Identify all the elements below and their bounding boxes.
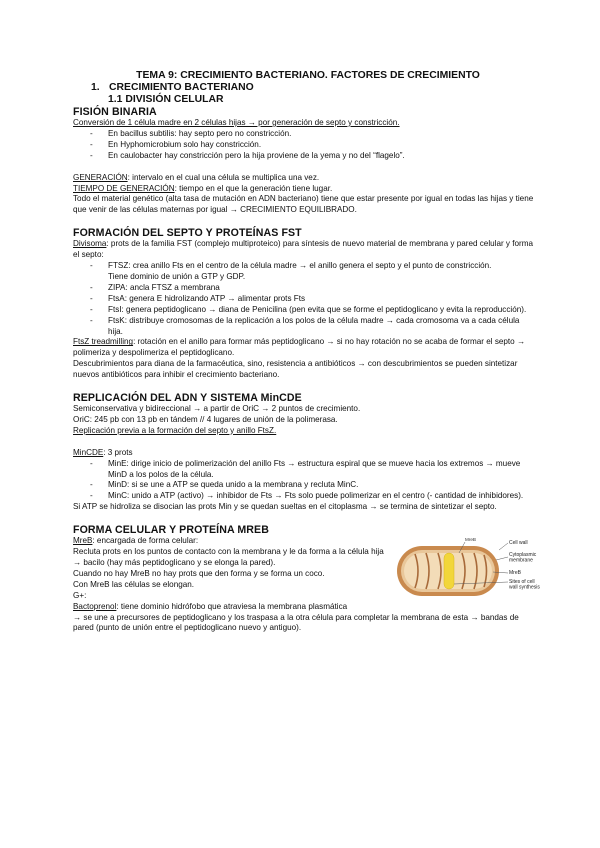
term: TIEMPO DE GENERACIÓN [73, 183, 175, 193]
mreb-line: Cuando no hay MreB no hay prots que den forma y se forma un coco. [73, 568, 325, 578]
figure-label-membrane [509, 552, 537, 564]
list-item: - FtsI: genera peptidoglicano → diana de Penicilina (pen evita que se forme el peptidoglicano y evita la reproducción). [73, 305, 535, 316]
figure-label-mreb: MreB [509, 570, 521, 577]
mreb-line: → se une a precursores de peptidoglicano y los traspasa a la otra célula para completar la membrana de esta → bandas de pared (punto de unión entre el peptidoglicano nuevo y antiguo). [73, 612, 519, 633]
label-line: wall synthesis [509, 584, 540, 591]
figure-label-synthesis [509, 579, 540, 591]
figure-top-label: MreB [465, 537, 476, 543]
definition: : prots de la familia FST (complejo multiproteico) para síntesis de nuevo material de membrana y pared celular y forma el septo: [73, 239, 534, 260]
figure-label-cell-wall: Cell wall [509, 540, 528, 547]
label-line: Cytoplasmic [509, 552, 537, 559]
tiempo-definition [73, 184, 535, 195]
definition: : rotación en el anillo para formar más peptidoglicano → si no hay rotación no se acaba de formar el septo → polimeriza y despolimeriza el peptidoglicano. [73, 337, 526, 358]
list-item: - MinC: unido a ATP (activo) → inhibidor de Fts → Fts solo puede polimerizar en el centro (- cantidad de inhibidores). [73, 491, 535, 502]
term: Divisoma [73, 239, 107, 249]
fts-list [73, 261, 535, 337]
definition: : tiempo en el que la generación tiene lugar. [174, 183, 333, 193]
term: Bactoprenol [73, 601, 117, 611]
min-list [73, 459, 535, 503]
heading-level-1 [91, 82, 535, 94]
atp-paragraph: Si ATP se hidroliza se disocian las prots Min y se quedan sueltas en el citoplasma → se termina de sintetizar el septo. [73, 502, 497, 512]
section-heading-fision: FISIÓN BINARIA [73, 106, 157, 118]
list-item: - MinD: si se une a ATP se queda unido a la membrana y recluta MinC. [73, 480, 535, 491]
mreb-cell-figure [395, 532, 545, 610]
heading-level-2: 1.1 DIVISIÓN CELULAR [108, 94, 224, 105]
list-item-text: FTSZ: crea anillo Fts en el centro de la célula madre → el anillo genera el septo y el punto de constricción. [108, 261, 492, 271]
list-item: - FtsK: distribuye cromosomas de la replicación a los polos de la célula madre → cada cromosoma va a cada célula hija. [73, 316, 535, 338]
replicacion-line: OriC: 245 pb con 13 pb en tándem // 4 lugares de unión de la polimerasa. [73, 414, 338, 424]
list-item: - En caulobacter hay constricción pero la hija proviene de la yema y no del “flagelo”. [73, 151, 535, 162]
synthesis-site-shape [444, 553, 454, 589]
mreb-line: G+: [73, 590, 87, 600]
treadmilling-definition [73, 337, 535, 359]
section-heading-replicacion: REPLICACIÓN DEL ADN Y SISTEMA MinCDE [73, 392, 302, 405]
fision-list [73, 129, 535, 162]
label-line: Sites of cell [509, 579, 535, 586]
list-item: - En bacillus subtilis: hay septo pero no constricción. [73, 129, 535, 140]
term: MinCDE [73, 447, 104, 457]
list-item: - ZIPA: ancla FTSZ a membrana [73, 283, 535, 294]
definition: : intervalo en el cual una célula se multiplica una vez. [127, 172, 320, 182]
section-heading-mreb: FORMA CELULAR Y PROTEÍNA MREB [73, 524, 269, 537]
heading-text: CRECIMIENTO BACTERIANO [109, 82, 254, 93]
mreb-block [73, 536, 540, 601]
list-item: - En Hyphomicrobium solo hay constricción. [73, 140, 535, 151]
page-title: TEMA 9: CRECIMIENTO BACTERIANO. FACTORES DE CRECIMIENTO [136, 70, 480, 81]
mreb-definition [73, 536, 388, 547]
term: GENERACIÓN [73, 172, 128, 182]
list-item: - MinE: dirige inicio de polimerización del anillo Fts → estructura espiral que se mueve hacia los extremos → mueve MinD a los polos de la célula. [73, 459, 535, 481]
ftsz-extra: Tiene dominio de unión a GTP y GDP. [108, 271, 246, 281]
document-content [73, 70, 540, 634]
list-item: - FtsA: genera E hidrolizando ATP → alimentar prots Fts [73, 294, 535, 305]
replicacion-line: Semiconservativa y bidireccional → a partir de OriC → 2 puntos de crecimiento. [73, 404, 361, 414]
descubrimientos-paragraph: Descubrimientos para diana de la farmacéutica, sino, resistencia a antibióticos → con descubrimientos se pueden sintetizar nuevos antibióticos para inhibir el crecimiento bacteriano. [73, 359, 518, 380]
definition: : tiene dominio hidrófobo que atraviesa la membrana plasmática [116, 601, 348, 611]
label-line: membrane [509, 557, 533, 564]
mreb-line: Recluta prots en los puntos de contacto con la membrana y le da forma a la célula hija → bacilo (hay más peptidoglicano y se elonga la pared). [73, 547, 384, 567]
definition: : 3 prots [103, 447, 133, 457]
section-heading-septo: FORMACIÓN DEL SEPTO Y PROTEÍNAS FST [73, 227, 302, 240]
divisoma-definition [73, 239, 535, 261]
heading-number: 1. [91, 82, 100, 93]
list-item [73, 261, 535, 283]
term: MreB [73, 536, 93, 546]
mincde-definition [73, 448, 535, 459]
term: FtsZ treadmilling [73, 337, 134, 347]
mreb-line: Con MreB las células se elongan. [73, 579, 195, 589]
mreb-text [73, 536, 388, 601]
definition: : encargada de forma celular: [92, 536, 199, 546]
fision-intro: Conversión de 1 célula madre en 2 células hijas → por generación de septo y constricción. [73, 118, 400, 127]
generacion-definition [73, 173, 535, 184]
material-paragraph: Todo el material genético (alta tasa de mutación en ADN bacteriano) tiene que estar presente por igual en todas las hijas y tiene que venir de las células maternas por igual → CRECIMIENTO EQUILIBRADO. [73, 194, 534, 215]
replicacion-line: Replicación previa a la formación del septo y anillo FtsZ. [73, 425, 277, 435]
